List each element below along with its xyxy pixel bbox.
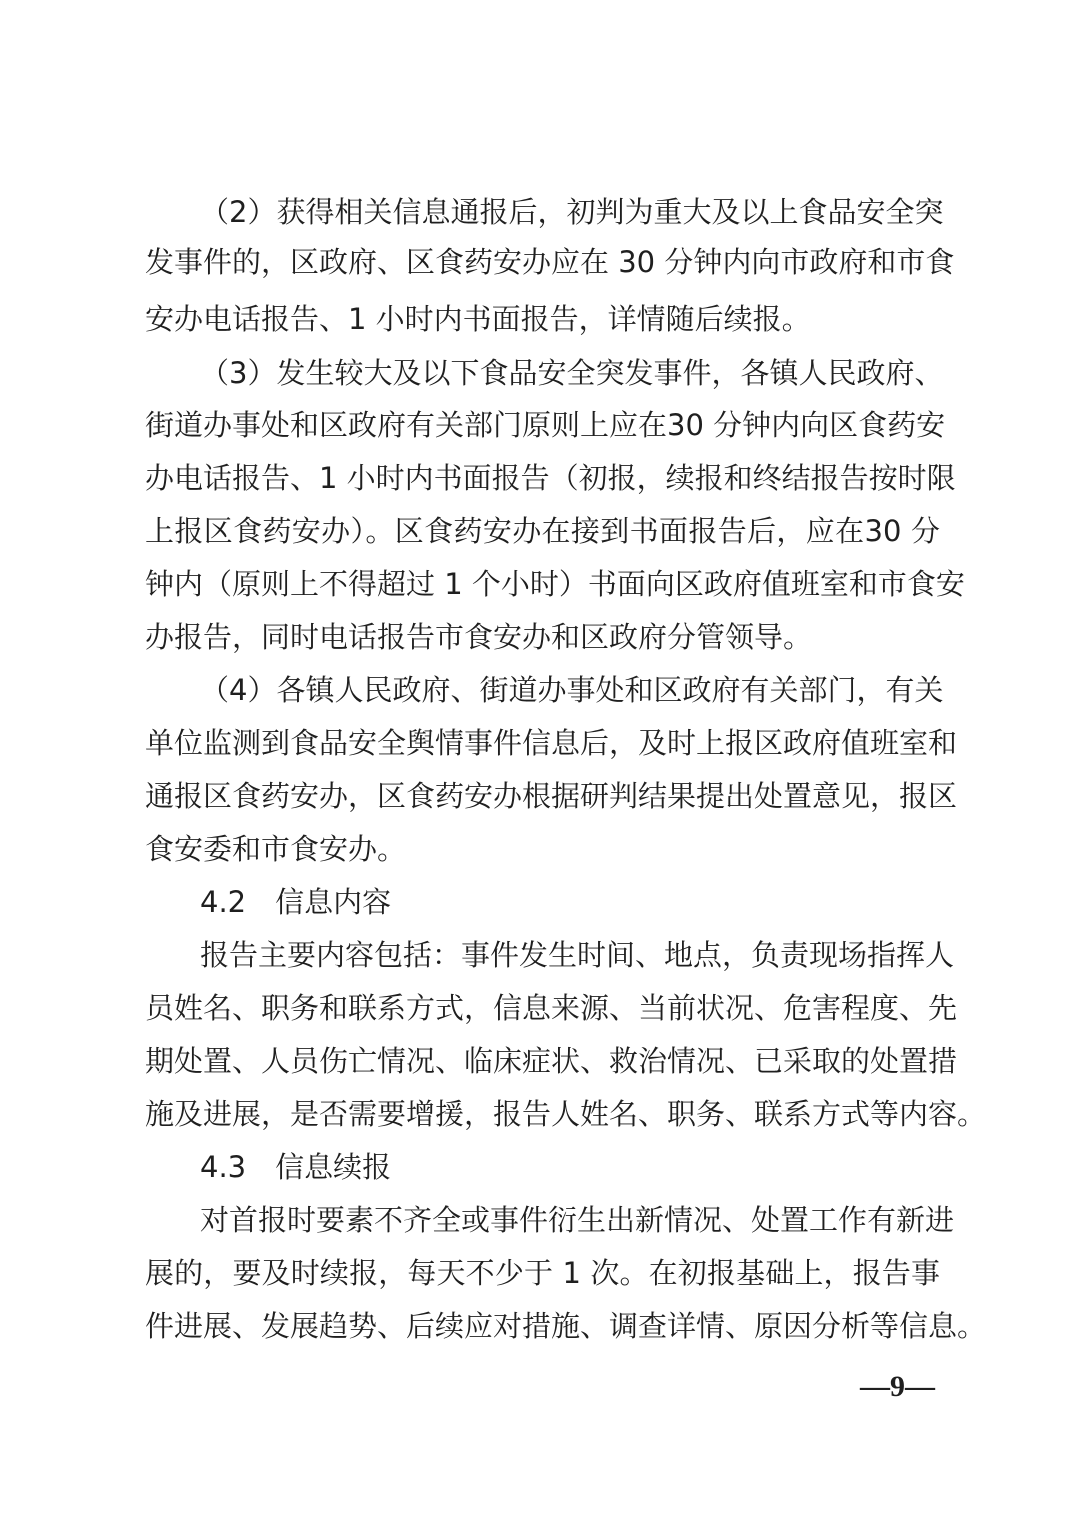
section-heading: 4.2 信息内容 xyxy=(200,885,392,919)
paragraph-line: （2）获得相关信息通报后，初判为重大及以上食品安全突 xyxy=(200,195,944,229)
paragraph-line: 办电话报告、1 小时内书面报告（初报，续报和终结报告按时限 xyxy=(145,461,956,495)
page-number: —9— xyxy=(860,1370,935,1403)
paragraph-line: 街道办事处和区政府有关部门原则上应在30 分钟内向区食药安 xyxy=(145,408,946,442)
paragraph-line: 发事件的，区政府、区食药安办应在 30 分钟内向市政府和市食 xyxy=(145,245,955,279)
paragraph-line: 钟内（原则上不得超过 1 个小时）书面向区政府值班室和市食安 xyxy=(145,567,965,601)
paragraph-line: 食安委和市食安办。 xyxy=(145,832,407,866)
paragraph-line: 安办电话报告、1 小时内书面报告，详情随后续报。 xyxy=(145,302,811,336)
paragraph-line: 展的，要及时续报，每天不少于 1 次。在初报基础上，报告事 xyxy=(145,1256,940,1290)
paragraph-line: （3）发生较大及以下食品安全突发事件，各镇人民政府、 xyxy=(200,356,944,390)
paragraph-line: 报告主要内容包括：事件发生时间、地点，负责现场指挥人 xyxy=(200,938,955,972)
paragraph-line: 上报区食药安办）。区食药安办在接到书面报告后，应在30 分 xyxy=(145,514,940,548)
paragraph-line: 施及进展，是否需要增援，报告人姓名、职务、联系方式等内容。 xyxy=(145,1097,987,1131)
paragraph-line: 通报区食药安办，区食药安办根据研判结果提出处置意见，报区 xyxy=(145,779,958,813)
paragraph-line: 对首报时要素不齐全或事件衍生出新情况、处置工作有新进 xyxy=(200,1203,955,1237)
paragraph-line: 期处置、人员伤亡情况、临床症状、救治情况、已采取的处置措 xyxy=(145,1044,958,1078)
paragraph-line: 件进展、发展趋势、后续应对措施、调查详情、原因分析等信息。 xyxy=(145,1309,987,1343)
section-heading: 4.3 信息续报 xyxy=(200,1150,392,1184)
paragraph-line: 办报告，同时电话报告市食安办和区政府分管领导。 xyxy=(145,620,813,654)
paragraph-line: 员姓名、职务和联系方式，信息来源、当前状况、危害程度、先 xyxy=(145,991,958,1025)
paragraph-line: 单位监测到食品安全舆情事件信息后，及时上报区政府值班室和 xyxy=(145,726,958,760)
paragraph-line: （4）各镇人民政府、街道办事处和区政府有关部门，有关 xyxy=(200,673,944,707)
